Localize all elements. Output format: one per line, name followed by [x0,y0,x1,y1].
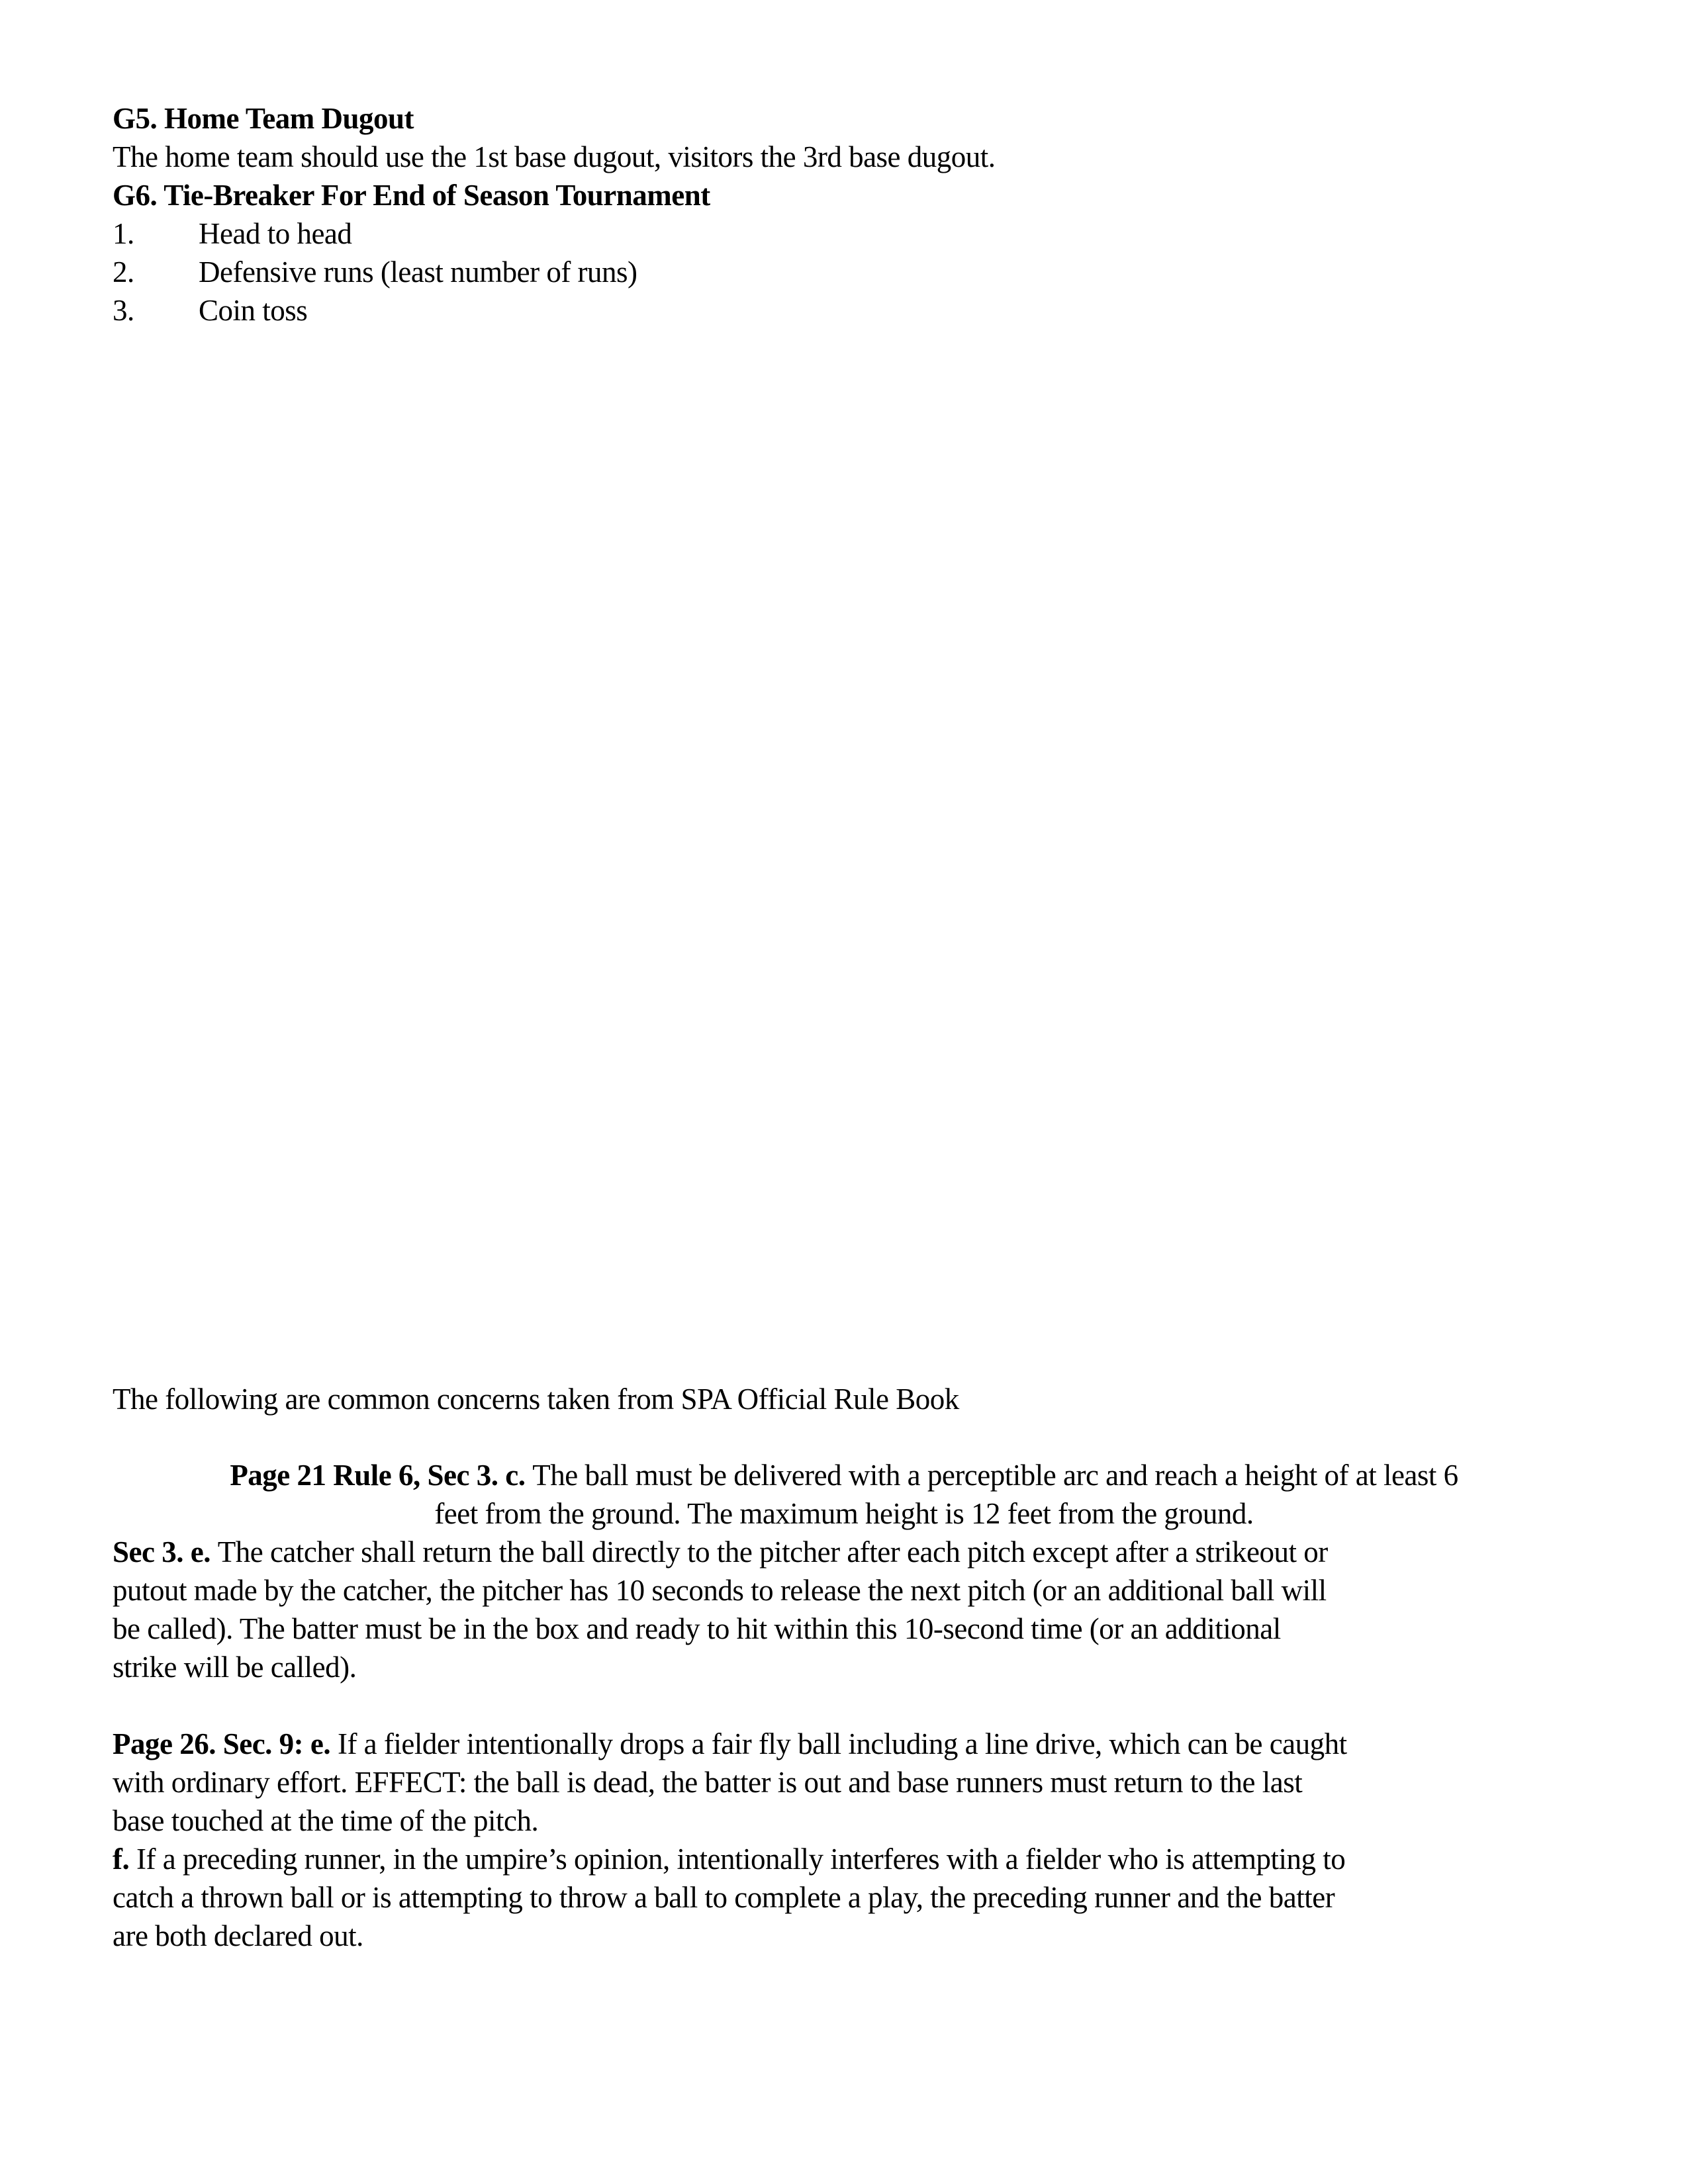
rule-f-paragraph [113,1840,1575,1955]
list-item-text: Coin toss [199,294,308,327]
paragraph-line: be called). The batter must be in the box and ready to hit within this 10-second time (or an additional [113,1612,1281,1645]
section-g-rules [113,99,1575,330]
paragraph-line: base touched at the time of the pitch. [113,1804,539,1837]
paragraph-line: catch a thrown ball or is attempting to throw a ball to complete a play, the preceding runner and the batter [113,1881,1335,1914]
paragraph-line: feet from the ground. The maximum height is 12 feet from the ground. [434,1497,1254,1530]
list-item-number: 3. [113,294,134,327]
rule-page21-text: The ball must be delivered with a perceptible arc and reach a height of at least 6 [532,1459,1458,1492]
rule-sec3e-text: The catcher shall return the ball directly to the pitcher after each pitch except after a strikeout or [217,1535,1328,1569]
rule-page26-lead: Page 26. Sec. 9: e. [113,1727,331,1760]
intro-line: The following are common concerns taken from SPA Official Rule Book [113,1383,959,1416]
list-item [113,253,1575,291]
g6-heading: G6. Tie-Breaker For End of Season Tournament [113,179,710,212]
list-item-number: 1. [113,217,134,250]
paragraph-line [113,1533,1575,1571]
paragraph-line [113,1840,1575,1878]
list-item-text: Head to head [199,217,352,250]
rule-page21-lead: Page 21 Rule 6, Sec 3. c. [230,1459,526,1492]
rule-page26-text: If a fielder intentionally drops a fair fly ball including a line drive, which can be caught [337,1727,1347,1760]
list-item-number: 2. [113,255,134,289]
paragraph-line: with ordinary effort. EFFECT: the ball is dead, the batter is out and base runners must return to the last [113,1766,1303,1799]
paragraph-line [113,1725,1575,1763]
paragraph-line: are both declared out. [113,1919,363,1952]
list-item-text: Defensive runs (least number of runs) [199,255,637,289]
g5-body-text: The home team should use the 1st base dugout, visitors the 3rd base dugout. [113,140,996,173]
g5-heading: G5. Home Team Dugout [113,102,414,135]
paragraph-line: putout made by the catcher, the pitcher has 10 seconds to release the next pitch (or an additional ball will [113,1574,1327,1607]
rule-sec3e-paragraph [113,1533,1575,1686]
rule-f-text: If a preceding runner, in the umpire’s opinion, intentionally interferes with a fielder who is attempting to [136,1843,1346,1876]
paragraph-line: strike will be called). [113,1651,357,1684]
rule-sec3e-lead: Sec 3. e. [113,1535,211,1569]
blank-space [113,330,1575,1380]
rule-f-lead: f. [113,1843,130,1876]
rule-page26-paragraph [113,1725,1575,1840]
paragraph-line [113,1456,1575,1494]
list-item [113,214,1575,253]
list-item [113,291,1575,330]
rule-page21-paragraph [113,1456,1575,1533]
